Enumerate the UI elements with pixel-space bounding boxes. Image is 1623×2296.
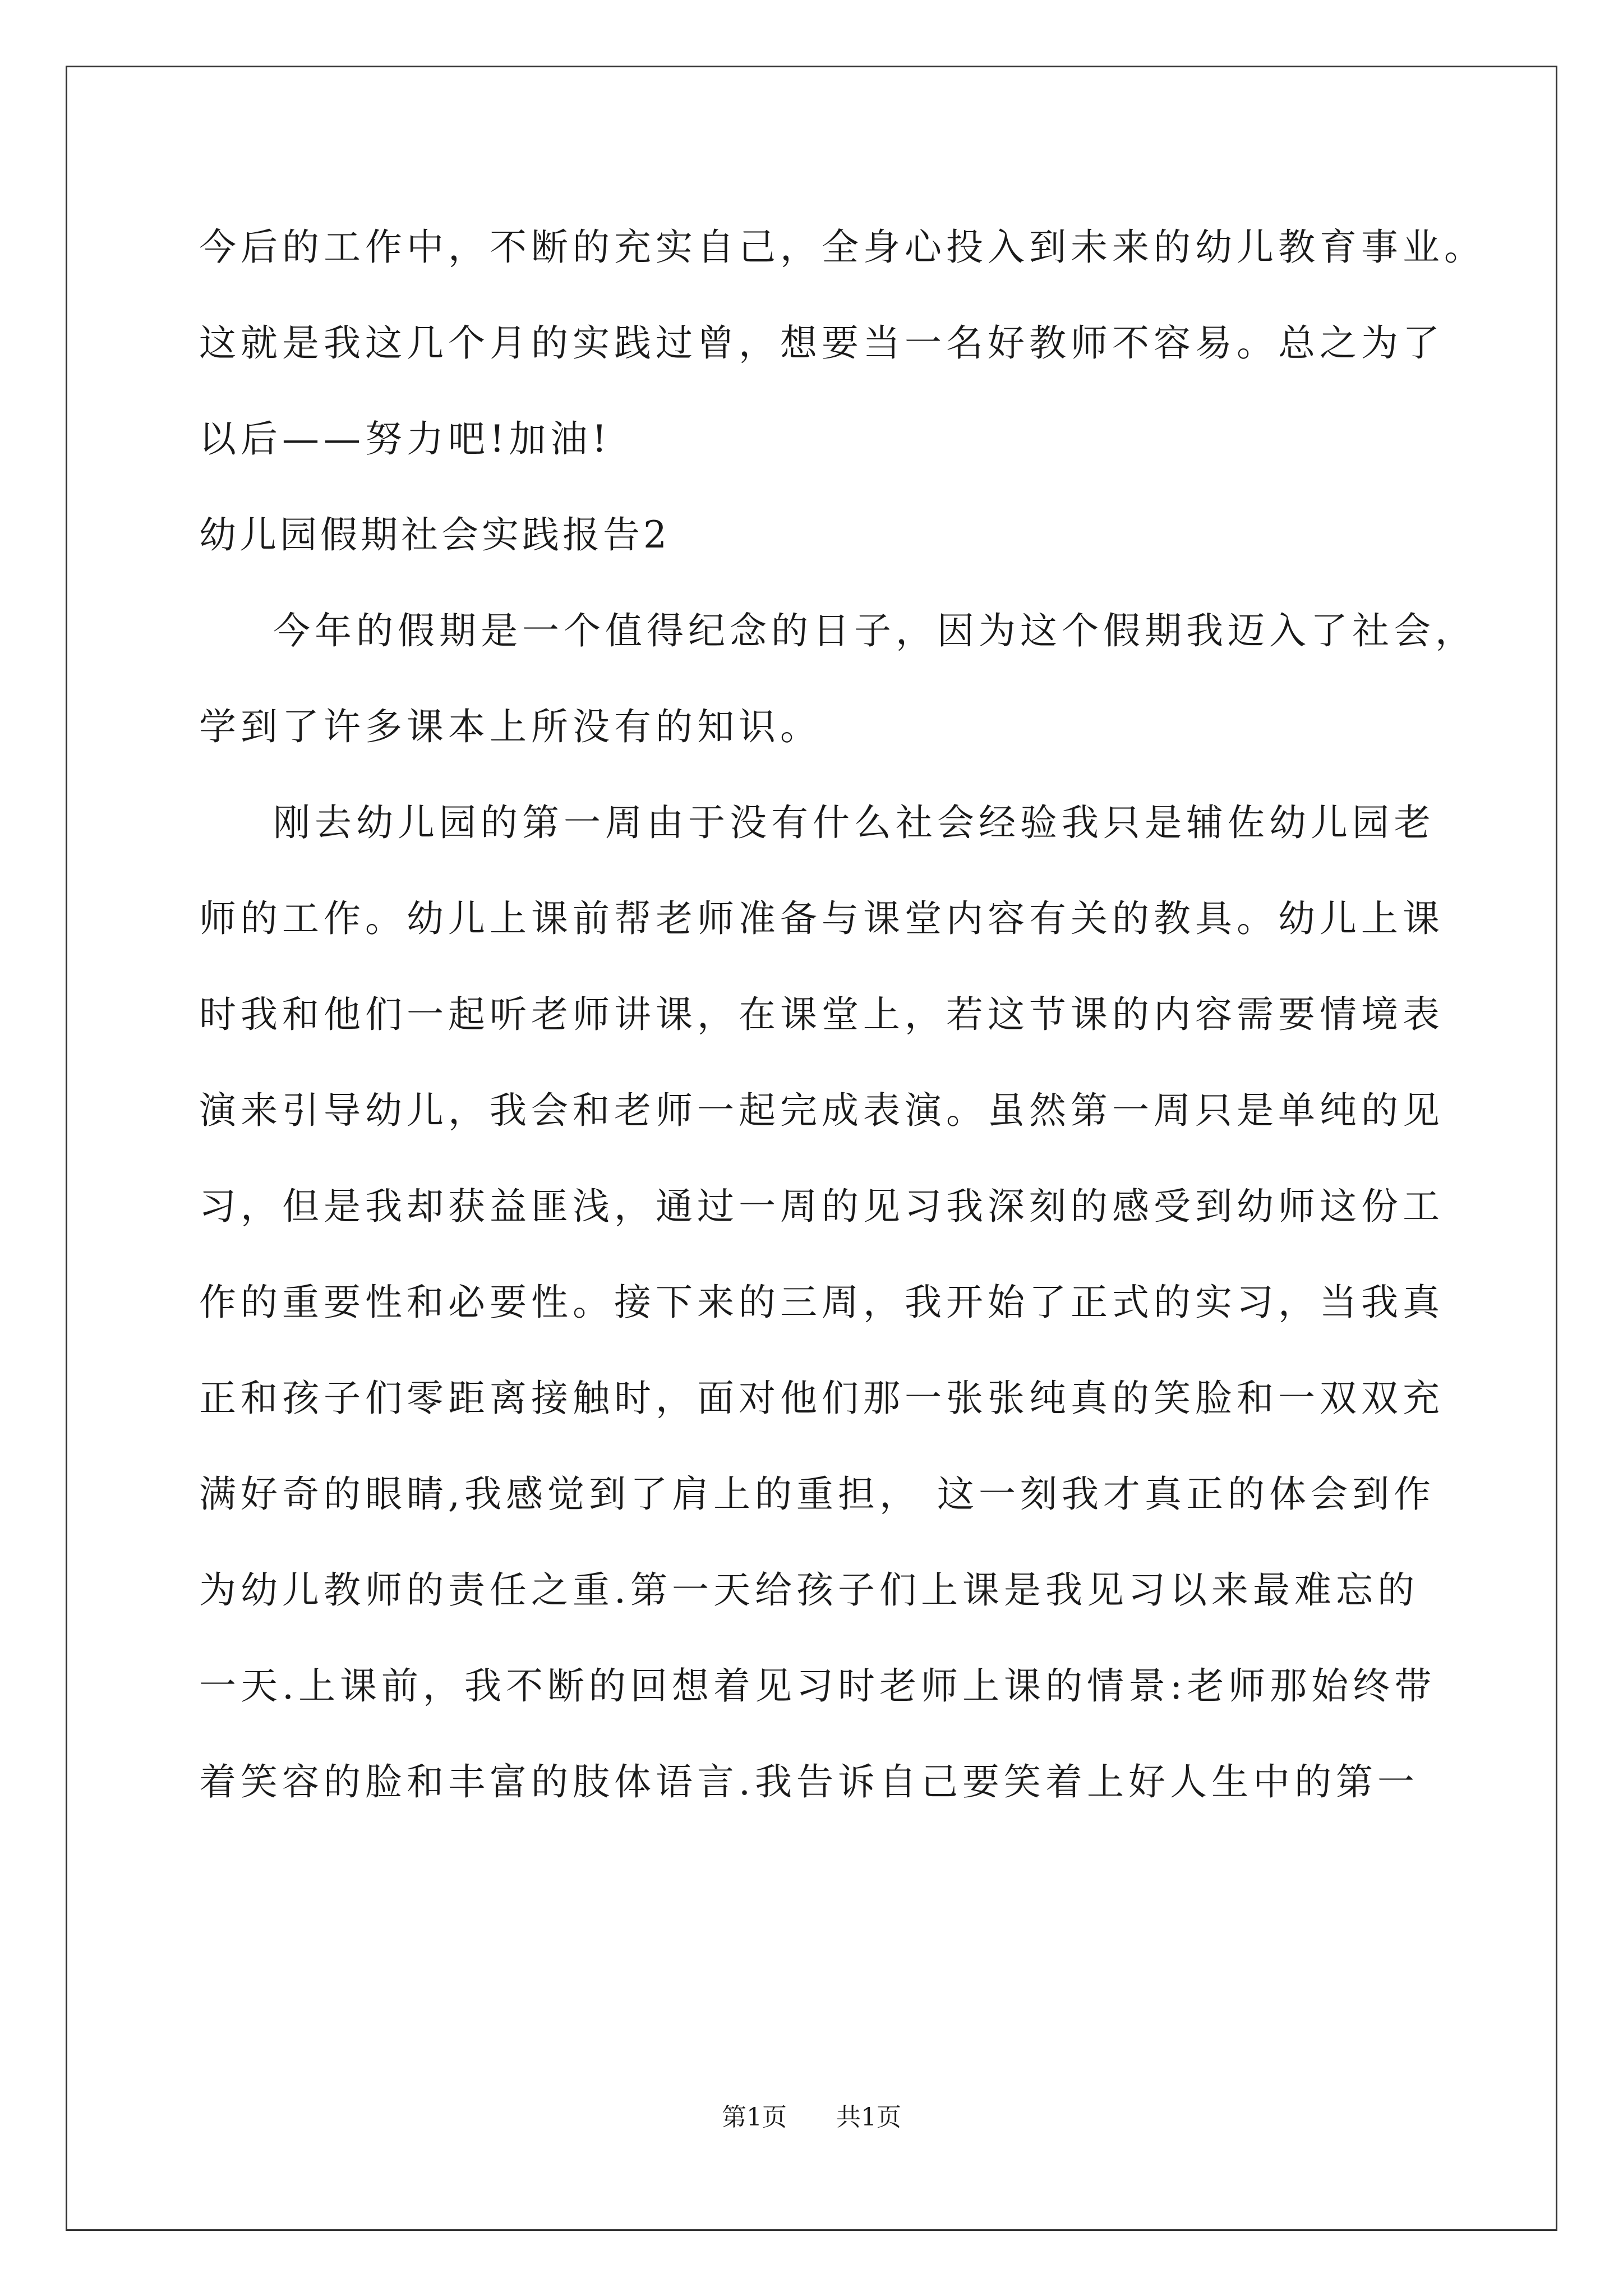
text-line: 习，但是我却获益匪浅，通过一周的见习我深刻的感受到幼师这份工 — [199, 1185, 1444, 1228]
text-line: 一天.上课前，我不断的回想着见习时老师上课的情景:老师那始终带 — [199, 1664, 1436, 1708]
text-line: 师的工作。幼儿上课前帮老师准备与课堂内容有关的教具。幼儿上课 — [199, 897, 1444, 940]
text-line: 演来引导幼儿，我会和老师一起完成表演。虽然第一周只是单纯的见 — [199, 1089, 1444, 1132]
text-line: 今后的工作中，不断的充实自己，全身心投入到未来的幼儿教育事业。 — [199, 226, 1486, 269]
text-line: 着笑容的脸和丰富的肢体语言.我告诉自己要笑着上好人生中的第一 — [199, 1760, 1419, 1803]
page-total: 共1页 — [836, 2103, 901, 2132]
text-line: 刚去幼儿园的第一周由于没有什么社会经验我只是辅佐幼儿园老 — [273, 801, 1435, 844]
text-line: 作的重要性和必要性。接下来的三周，我开始了正式的实习，当我真 — [199, 1281, 1444, 1324]
page-number: 第1页 — [722, 2103, 787, 2132]
document-body — [199, 199, 1486, 1830]
text-line: 这就是我这几个月的实践过曾，想要当一名好教师不容易。总之为了 — [199, 321, 1444, 365]
text-line: 学到了许多课本上所没有的知识。 — [199, 705, 822, 748]
text-line: 时我和他们一起听老师讲课，在课堂上，若这节课的内容需要情境表 — [199, 993, 1444, 1036]
text-line: 正和孩子们零距离接触时，面对他们那一张张纯真的笑脸和一双双充 — [199, 1377, 1444, 1420]
text-line: 以后——努力吧!加油! — [199, 417, 612, 461]
page-footer — [0, 2101, 1623, 2134]
text-line: 今年的假期是一个值得纪念的日子，因为这个假期我迈入了社会， — [273, 609, 1477, 652]
section-heading: 幼儿园假期社会实践报告2 — [199, 513, 670, 556]
text-line: 为幼儿教师的责任之重.第一天给孩子们上课是我见习以来最难忘的 — [199, 1568, 1419, 1612]
text-line: 满好奇的眼睛,我感觉到了肩上的重担， 这一刻我才真正的体会到作 — [199, 1473, 1435, 1516]
